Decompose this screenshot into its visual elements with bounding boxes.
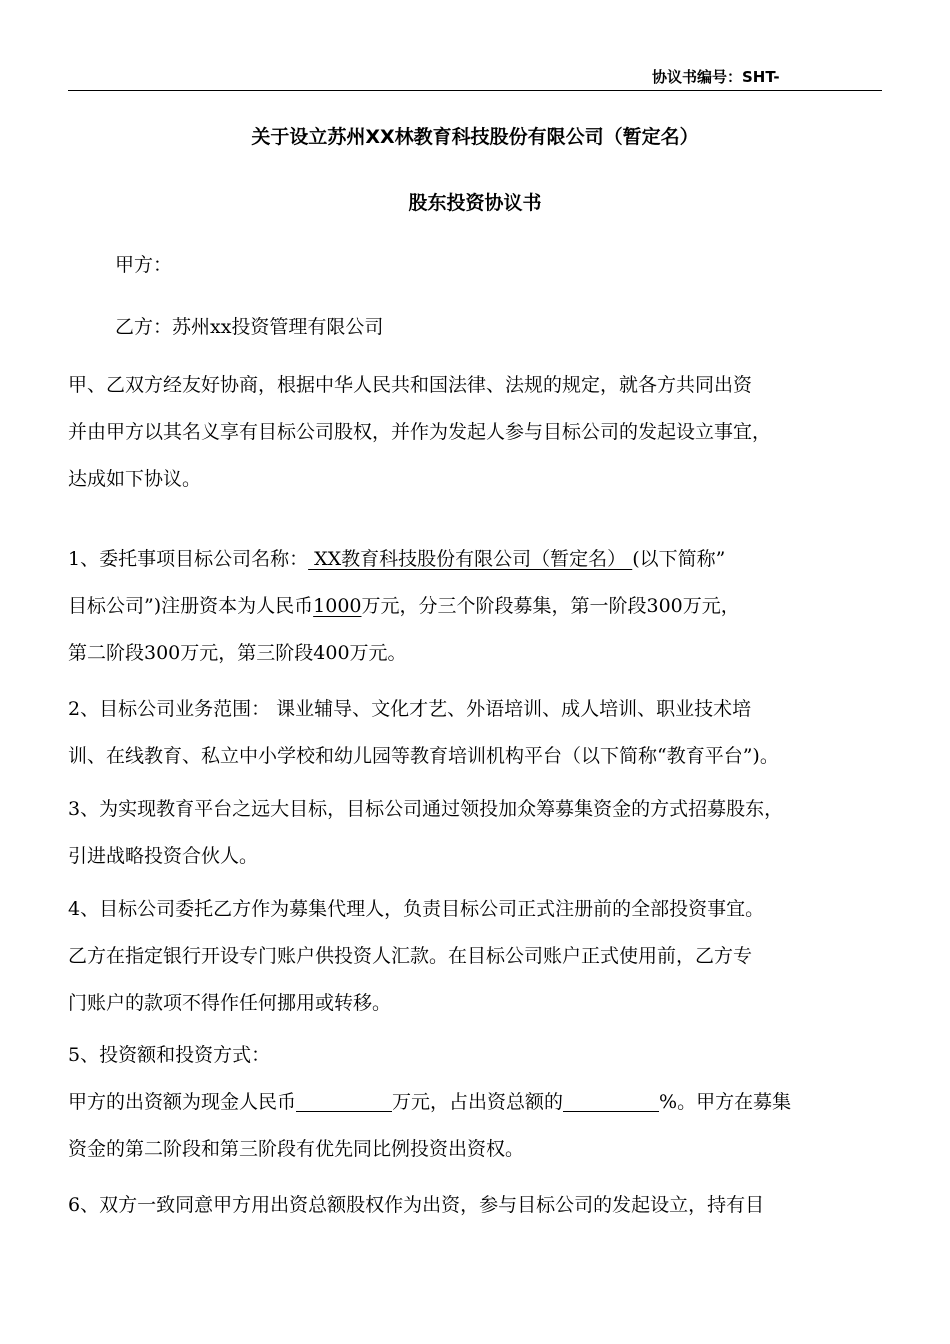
clause-5-line-end: %。甲方在募集 (659, 1091, 792, 1113)
company-name-field: XX教育科技股份有限公司（暂定名） (308, 548, 633, 570)
agreement-number: 协议书编号：SHT- (652, 68, 780, 86)
clause-1-suffix: (以下简称” (632, 548, 726, 570)
clause-4-line: 4、目标公司委托乙方作为募集代理人，负责目标公司正式注册前的全部投资事宜。 (68, 898, 765, 920)
clause-2-line: 训、在线教育、私立中小学校和幼儿园等教育培训机构平台（以下简称“教育平台”)。 (68, 745, 779, 767)
clause-5-line: 资金的第二阶段和第三阶段有优先同比例投资出资权。 (68, 1138, 525, 1160)
clause-1-prefix: 1、委托事项目标公司名称： (68, 548, 309, 570)
clause-6-line: 6、双方一致同意甲方用出资总额股权作为出资，参与目标公司的发起设立，持有目 (68, 1194, 765, 1216)
intro-line: 达成如下协议。 (68, 468, 202, 490)
clause-3 (68, 786, 884, 880)
clause-3-line: 3、为实现教育平台之远大目标，目标公司通过领投加众筹募集资金的方式招募股东， (68, 798, 784, 820)
clause-1 (68, 536, 884, 677)
clause-1-capital-before: 目标公司”)注册资本为人民币 (68, 595, 314, 617)
clause-6 (68, 1182, 884, 1229)
clause-5-ratio-label: 万元，占出资总额的 (392, 1091, 564, 1113)
investment-ratio-blank (563, 1092, 659, 1112)
document-subtitle: 股东投资协议书 (408, 192, 542, 214)
party-b: 乙方：苏州xx投资管理有限公司 (115, 316, 384, 338)
clause-1-line (68, 583, 884, 630)
clause-4-line: 门账户的款项不得作任何挪用或转移。 (68, 992, 392, 1014)
clause-5 (68, 1032, 884, 1173)
clause-1-capital-after: 万元，分三个阶段募集，第一阶段300万元， (361, 595, 740, 617)
clause-1-line: 第二阶段300万元，第三阶段400万元。 (68, 642, 407, 664)
intro-line: 并由甲方以其名义享有目标公司股权，并作为发起人参与目标公司的发起设立事宜， (68, 421, 772, 443)
clause-4 (68, 886, 884, 1027)
intro-line: 甲、乙双方经友好协商，根据中华人民共和国法律、法规的规定，就各方共同出资 (68, 374, 753, 396)
investment-amount-blank (296, 1092, 392, 1112)
header-divider (68, 90, 882, 91)
clause-4-line: 乙方在指定银行开设专门账户供投资人汇款。在目标公司账户正式使用前，乙方专 (68, 945, 753, 967)
intro-paragraph (68, 362, 884, 503)
clause-3-line: 引进战略投资合伙人。 (68, 845, 259, 867)
clause-2-line: 2、目标公司业务范围： 课业辅导、文化才艺、外语培训、成人培训、职业技术培 (68, 698, 752, 720)
clause-1-line (68, 536, 884, 583)
clause-5-heading: 5、投资额和投资方式： (68, 1044, 271, 1066)
clause-2 (68, 686, 884, 780)
clause-5-amount-label: 甲方的出资额为现金人民币 (68, 1091, 297, 1113)
clause-5-line (68, 1079, 884, 1126)
registered-capital-field: 1000 (313, 595, 362, 617)
party-a: 甲方： (115, 254, 173, 276)
document-title: 关于设立苏州XX林教育科技股份有限公司（暂定名） (251, 126, 699, 148)
